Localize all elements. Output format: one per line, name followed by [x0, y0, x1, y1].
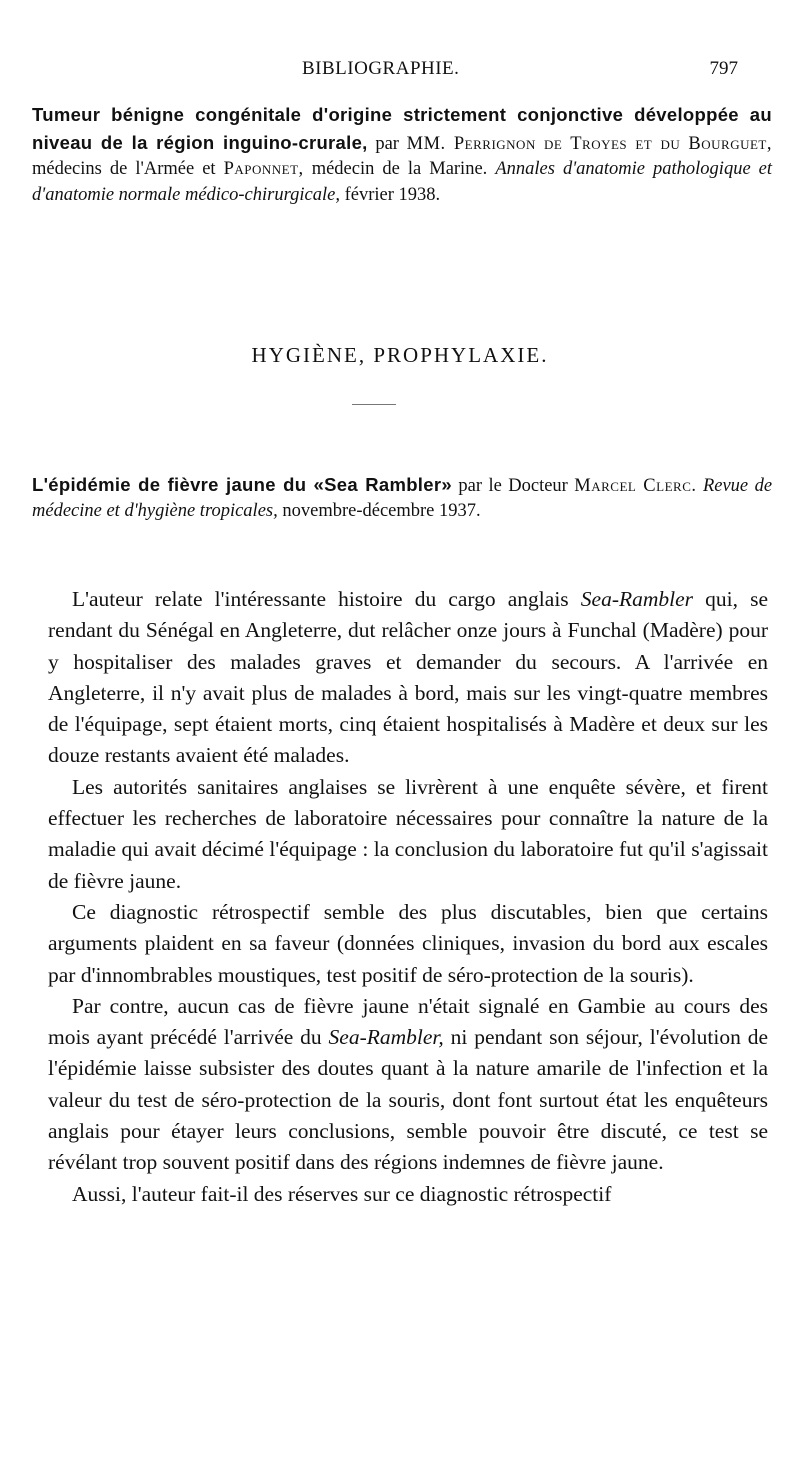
entry-1-title: Tumeur bénigne congénitale d'origine strictement conjonctive développée au niveau de la région inguino-crurale, [32, 104, 772, 153]
page-header [0, 58, 800, 88]
entry-1-author-2-role: médecin de la Marine. [311, 159, 488, 179]
paragraph-3: Ce diagnostic rétrospectif semble des plus discutables, bien que certains arguments plaident en sa faveur (données cliniques, invasion du bord aux escales par d'innombrables moustiques, test positif de séro-protection de la souris). [48, 899, 768, 987]
entry-1-journal: Annales d'anatomie pathologique et d'anatomie normale médico-chirurgicale, [32, 159, 773, 205]
entry-2-author: Marcel Clerc. [574, 476, 697, 496]
entry-2-par: par le Docteur [458, 476, 568, 496]
entry-1-author-2: Paponnet, [223, 159, 304, 179]
running-title: BIBLIOGRAPHIE. [302, 58, 460, 79]
page-number: 797 [709, 58, 738, 79]
paragraph-4-start: Par contre, aucun cas de fièvre jaune n'était signalé en Gambie au cours des mois ayant précédé l'arrivée du [48, 993, 768, 1050]
paragraph-2: Les autorités sanitaires anglaises se livrèrent à une enquête sévère, et firent effectuer les recherches de laboratoire nécessaires pour connaître la nature de la maladie qui avait décimé l'équipage : la conclusion du laboratoire fut qu'il s'agissait de fièvre jaune. [48, 774, 768, 893]
paragraph-4-end: ni pendant son séjour, l'évolution de l'épidémie laisse subsister des doutes quant à la nature amarile de l'infection et la valeur du test de séro-protection de la souris, dont font surtout état les enquêteurs anglais pour étayer leurs conclusions, semble pouvoir être discuté, ce test se révélant trop souvent positif dans des régions indemnes de fièvre jaune. [48, 1025, 768, 1175]
section-divider [352, 404, 396, 405]
entry-2-title: L'épidémie de fièvre jaune du «Sea Rambler» [32, 474, 452, 495]
ship-name: Sea-Rambler [580, 587, 694, 611]
paragraph-1-start: L'auteur relate l'intéressante histoire du cargo anglais [72, 587, 581, 611]
paragraph-1 [48, 584, 768, 772]
entry-1-authors: MM. Perrignon de Troyes et du Bourguet, [406, 133, 772, 154]
bibliography-entry-1 [32, 102, 772, 208]
ship-name-2: Sea-Rambler, [328, 1025, 444, 1050]
review-body [48, 584, 768, 1210]
entry-2-date: novembre-décembre 1937. [282, 501, 481, 521]
paragraph-5: Aussi, l'auteur fait-il des réserves sur ce diagnostic rétrospectif [72, 1181, 612, 1206]
entry-1-date: février 1938. [344, 184, 441, 205]
section-title: HYGIÈNE, PROPHYLAXIE. [251, 343, 549, 367]
entry-1-par: par [375, 133, 399, 154]
entry-1-authors-role: médecins de l'Armée et [32, 159, 216, 179]
paragraph-1-end: qui, se rendant du Sénégal en Angleterre, dut relâcher onze jours à Funchal (Madère) pour y hospitaliser des malades graves et demander du secours. A l'arrivée en Angleterre, il n'y avait plus de malades à bord, mais sur les vingt-quatre membres de l'équipage, sept étaient morts, cinq étaient hospitalisés à Madère et deux sur les douze restants avaient été malades. [48, 587, 768, 768]
bibliography-entry-2 [32, 472, 772, 524]
entry-2-journal: Revue de médecine et d'hygiène tropicales, [32, 476, 773, 521]
paragraph-4 [48, 991, 768, 1179]
